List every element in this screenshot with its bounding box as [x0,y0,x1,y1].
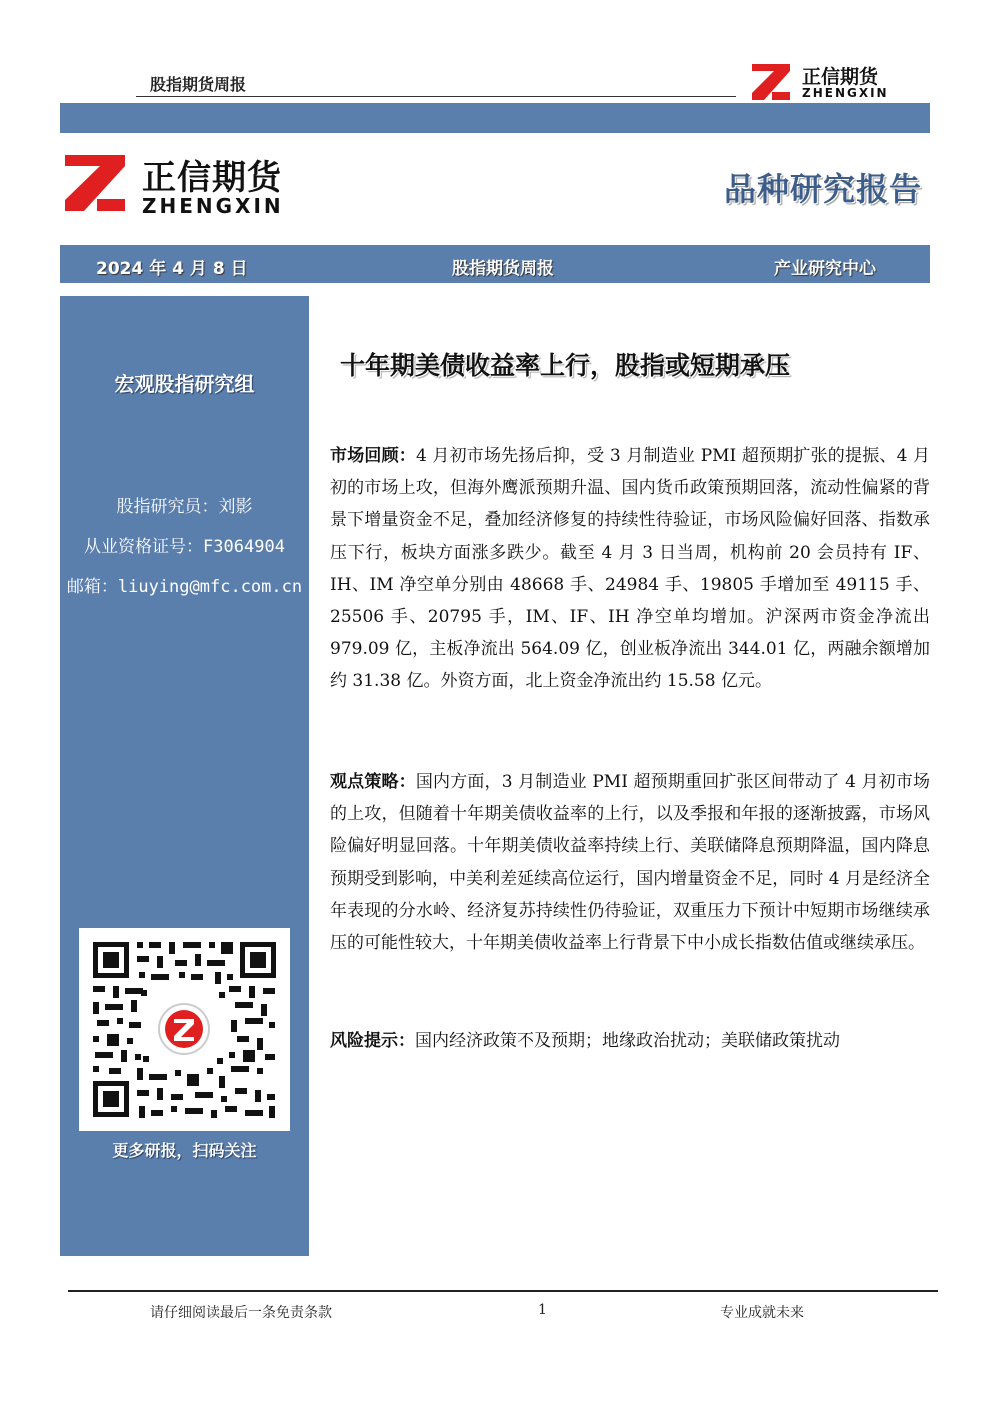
logo-company-en: ZHENGXIN [142,194,284,218]
qr-code-icon [79,928,290,1131]
header-report-title: 股指期货周报 [150,75,247,94]
section-label: 风险提示： [330,1031,415,1051]
sidebar [60,296,309,1256]
research-group: 宏观股指研究组 [114,372,255,396]
header-logo-en: ZHENGXIN [802,86,889,100]
researcher-name: 股指研究员：刘影 [116,497,253,517]
footer-divider [68,1290,938,1292]
section-text: 4 月初市场先扬后抑，受 3 月制造业 PMI 超预期扩张的提振、4 月初的市场上攻，但海外鹰派预期升温、国内货币政策预期回落，流动性偏紧的背景下增量资金不足，叠加经济修复的持续性待验证，市场风险偏好回落、指数承压下行，板块方面涨多跌少。截至 4 月 3 日当周，机构前 20 会员持有 IF、IH、IM 净空单分别由 48668 手、24984 手、19805 手增加至 49115 手、25506 手、20795 手，IM、IF、IH 净空单均增加。沪深两市资金净流出 979.09 亿，主板净流出 564.09 亿，创业板净流出 344.01 亿，两融余额增加约 31.38 亿。外资方面，北上资金净流出约 15.58 亿元。 [330,446,930,692]
header-logo [750,60,910,104]
section-risk [330,1025,930,1057]
report-type-title: 品种研究报告 [723,170,922,208]
license-number: 从业资格证号：F3064904 [84,537,285,557]
department: 产业研究中心 [774,259,876,279]
page-number: 1 [538,1302,547,1318]
top-color-band [60,103,930,133]
company-logo [62,150,322,220]
header-logo-cn: 正信期货 [802,66,879,88]
header-divider [136,96,736,97]
researcher-email: 邮箱：liuying@mfc.com.cn [66,577,303,597]
zhengxin-z-logo-icon [750,62,792,102]
info-band [60,245,930,283]
report-date: 2024 年 4 月 8 日 [96,259,248,279]
main-title: 十年期美债收益率上行，股指或短期承压 [340,351,791,380]
qr-caption: 更多研报，扫码关注 [112,1141,257,1160]
footer-slogan: 专业成就未来 [720,1305,804,1321]
section-label: 市场回顾： [330,446,416,466]
section-label: 观点策略： [330,772,416,792]
footer-disclaimer: 请仔细阅读最后一条免责条款 [150,1305,332,1321]
section-market-review [330,440,930,698]
section-text: 国内经济政策不及预期；地缘政治扰动；美联储政策扰动 [415,1031,840,1051]
report-name: 股指期货周报 [452,259,554,279]
logo-company-cn: 正信期货 [142,158,282,198]
qr-code[interactable] [79,928,290,1131]
section-strategy [330,766,930,959]
zhengxin-z-logo-icon [62,152,128,214]
section-text: 国内方面，3 月制造业 PMI 超预期重回扩张区间带动了 4 月初市场的上攻，但随着十年期美债收益率的上行，以及季报和年报的逐渐披露，市场风险偏好明显回落。十年期美债收益率持续上行、美联储降息预期降温，国内降息预期受到影响，中美利差延续高位运行，国内增量资金不足，同时 4 月是经济全年表现的分水岭、经济复苏持续性仍待验证，双重压力下预计中短期市场继续承压的可能性较大，十年期美债收益率上行背景下中小成长指数估值或继续承压。 [330,772,931,954]
